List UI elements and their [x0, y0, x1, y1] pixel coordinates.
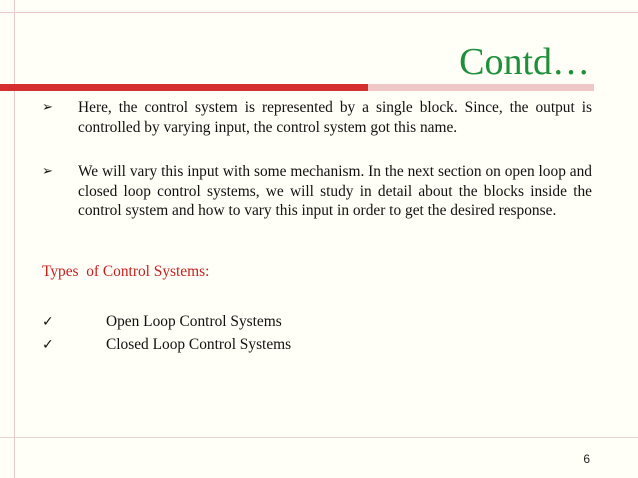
checklist-item-label: Closed Loop Control Systems [106, 336, 292, 353]
title-underline-pink [368, 84, 594, 91]
checklist-item-label: Open Loop Control Systems [106, 313, 282, 330]
bullet-point [42, 98, 592, 137]
title-underline-red [0, 84, 368, 91]
decorative-top-line [0, 12, 638, 13]
types-heading: Types of Control Systems: [42, 263, 210, 280]
arrow-bullet-icon: ➢ [42, 100, 53, 115]
slide-title: Contd… [459, 41, 590, 83]
bullet-point [42, 162, 592, 221]
checkmark-icon: ✓ [42, 314, 54, 330]
decorative-vertical-line [14, 0, 15, 478]
bullet-text: We will vary this input with some mechanism. In the next section on open loop and closed loop control systems, we will study in detail about the blocks inside the control system and how to vary this input in order to get the desired response. [78, 163, 592, 219]
page-number: 6 [583, 452, 590, 466]
arrow-bullet-icon: ➢ [42, 164, 53, 179]
checklist-item [42, 335, 291, 355]
checkmark-icon: ✓ [42, 337, 54, 353]
checklist-item [42, 312, 282, 332]
bullet-text: Here, the control system is represented by a single block. Since, the output is controlled by varying input, the control system got this name. [78, 99, 592, 136]
decorative-bottom-line [0, 437, 638, 438]
